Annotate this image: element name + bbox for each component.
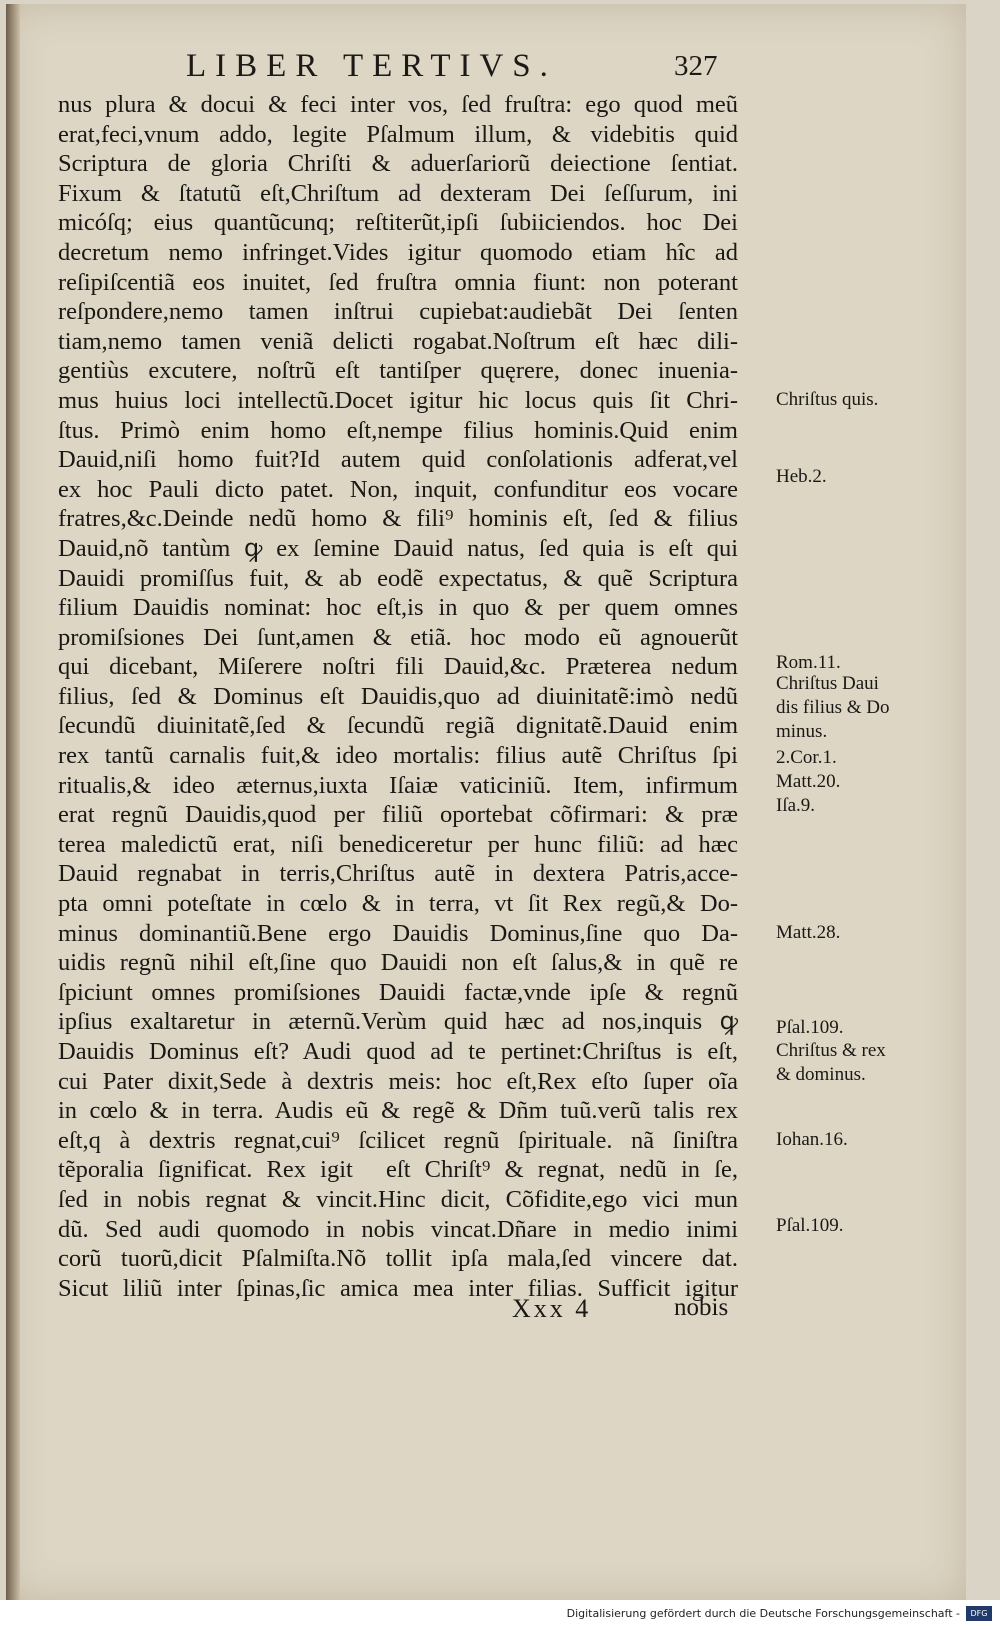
text-line: filius, ſed & Dominus eſt Dauidis,quo ad diuinitatẽ:imò nedũ	[58, 682, 738, 710]
text-line: ſpiciunt omnes promiſsiones Dauidi factæ,vnde ipſe & regnũ	[58, 978, 738, 1006]
text-line: Fixum & ſtatutũ eſt,Chriſtum ad dexteram Dei ſeſſurum, ini	[58, 179, 738, 207]
text-line: rex tantũ carnalis fuit,& ideo mortalis: filius autẽ Chriſtus ſpi	[58, 742, 738, 770]
text-line: Sicut liliũ inter ſpinas,ſic amica mea inter filias. Sufficit igitur	[58, 1274, 738, 1302]
digitization-footer	[0, 1600, 1000, 1630]
text-line: nus plura & docui & feci inter vos, ſed fruſtra: ego quod meũ	[58, 91, 738, 118]
body-text	[58, 90, 890, 1303]
margin-note: Chriſtus & rex	[776, 1040, 886, 1062]
text-line: dũ. Sed audi quomodo in nobis vincat.Dñare in medio inimi	[58, 1215, 738, 1243]
margin-note: Chriſtus Daui	[776, 673, 879, 695]
text-line: uidis regnũ nihil eſt,ſine quo Dauidi non eſt ſalus,& in quẽ re	[58, 949, 738, 977]
text-line: ſed in nobis regnat & vincit.Hinc dicit, Cõfidite,ego vici mun	[58, 1185, 738, 1213]
text-line: ſecundũ diuinitatẽ,ſed & ſecundũ regiã dignitatẽ.Dauid enim	[58, 712, 738, 740]
margin-note: Pſal.109.	[776, 1214, 844, 1236]
page-number: 327	[674, 50, 718, 82]
text-line: Dauidis Dominus eſt? Audi quod ad te pertinet:Chriſtus is eſt,	[58, 1038, 738, 1065]
text-line: filium Dauidis nominat: hoc eſt,is in quo & per quem omnes	[58, 594, 738, 622]
margin-note: 2.Cor.1.	[776, 747, 837, 769]
text-line: ſtus. Primò enim homo eſt,nempe filius hominis.Quid enim	[58, 416, 738, 444]
text-line: gentiùs excutere, noſtrũ eſt tantiſper quęrere, donec inuenia-	[58, 357, 738, 385]
text-line: eſt,q à dextris regnat,cui⁹ ſcilicet regnũ ſpirituale. nã ſiniſtra	[58, 1126, 738, 1154]
text-line: Dauid,nõ tantùm ꝙ ex ſemine Dauid natus, ſed quia is eſt qui	[58, 534, 738, 562]
margin-note: Rom.11.	[776, 652, 841, 674]
text-line: Dauid regnabat in terris,Chriſtus autẽ in dextera Patris,acce-	[58, 860, 738, 888]
text-line: corũ tuorũ,dicit Pſalmiſta.Nõ tollit ipſa mala,ſed vincere dat.	[58, 1245, 738, 1273]
text-line: qui dicebant, Miſerere noſtri fili Dauid,&c. Præterea nedum	[58, 653, 738, 681]
dfg-logo-icon: DFG	[966, 1606, 992, 1621]
margin-note: Matt.20.	[776, 770, 841, 792]
page-gutter-shadow	[6, 4, 20, 1600]
text-line: pta omni poteſtate in cœlo & in terra, vt ſit Rex regũ,& Do-	[58, 890, 738, 918]
text-line: Scriptura de gloria Chriſti & aduerſariorũ deiectione ſentiat.	[58, 150, 738, 178]
margin-note: Matt.28.	[776, 921, 841, 943]
text-line: promiſsiones Dei ſunt,amen & etiã. hoc modo eũ agnouerũt	[58, 623, 738, 651]
text-line: tiam,nemo tamen veniã delicti rogabat.Noſtrum eſt hæc dili-	[58, 327, 738, 355]
margin-note: dis filius & Do	[776, 696, 890, 718]
margin-note: Iſa.9.	[776, 794, 816, 816]
text-line: Dauidi promiſſus fuit, & ab eodẽ expectatus, & quẽ Scriptura	[58, 564, 738, 592]
signature-mark: Xxx 4	[512, 1294, 592, 1323]
text-line: reſipiſcentiã eos inuitet, ſed fruſtra omnia fiunt: non poterant	[58, 268, 738, 296]
margin-note: minus.	[776, 720, 828, 742]
text-line: ritualis,& ideo æternus,iuxta Iſaiæ vaticiniũ. Item, infirmum	[58, 771, 738, 799]
text-line: Dauid,niſi homo fuit?Id autem quid conſolationis adferat,vel	[58, 446, 738, 474]
text-line: tẽporalia ſignificat. Rex igit᷑ eſt Chriſt⁹ & regnat, nedũ in ſe,	[58, 1156, 738, 1184]
text-line: minus dominantiũ.Bene ergo Dauidis Dominus,ſine quo Da-	[58, 919, 738, 947]
text-line: ipſius exaltaretur in æternũ.Verùm quid hæc ad nos,inquis ꝙ	[58, 1008, 738, 1036]
catchword: nobis	[674, 1294, 729, 1321]
text-line: in cœlo & in terra. Audis eũ & regẽ & Dñm tuũ.verũ talis rex	[58, 1097, 738, 1125]
margin-note: Iohan.16.	[776, 1129, 848, 1150]
text-line: ex hoc Pauli dicto patet. Non, inquit, confunditur eos vocare	[58, 475, 738, 503]
margin-note: Chriſtus quis.	[776, 389, 879, 410]
margin-note: & dominus.	[776, 1063, 866, 1085]
text-line: cui Pater dixit,Sede à dextris meis: hoc eſt,Rex eſto ſuper oĩa	[58, 1067, 738, 1095]
text-line: erat,feci,vnum addo, legite Pſalmum illum, & videbitis quid	[58, 120, 738, 148]
text-line: fratres,&c.Deinde nedũ homo & fili⁹ hominis eſt, ſed & filius	[58, 505, 738, 533]
text-line: decretum nemo infringet.Vides igitur quomodo etiam hîc ad	[58, 238, 738, 266]
funding-notice: Digitalisierung gefördert durch die Deutsche Forschungsgemeinschaft -	[566, 1607, 960, 1620]
text-line: reſpondere,nemo tamen inſtrui cupiebat:audiebãt Dei ſenten	[58, 298, 738, 326]
text-line: mus huius loci intellectũ.Docet igitur hic locus quis ſit Chri-	[58, 386, 738, 414]
text-line: micóſq; eius quantũcunq; reſtiterũt,ipſi ſubiiciendos. hoc Dei	[58, 209, 738, 237]
book-page	[6, 4, 966, 1600]
margin-note: Heb.2.	[776, 465, 827, 487]
running-head: LIBER TERTIVS.	[186, 48, 557, 84]
text-line: terea maledictũ erat, niſi benediceretur per hunc filiũ: ad hæc	[58, 830, 738, 858]
margin-note: Pſal.109.	[776, 1016, 844, 1038]
text-line: erat regnũ Dauidis,quod per filiũ oportebat cõfirmari: & præ	[58, 801, 738, 829]
